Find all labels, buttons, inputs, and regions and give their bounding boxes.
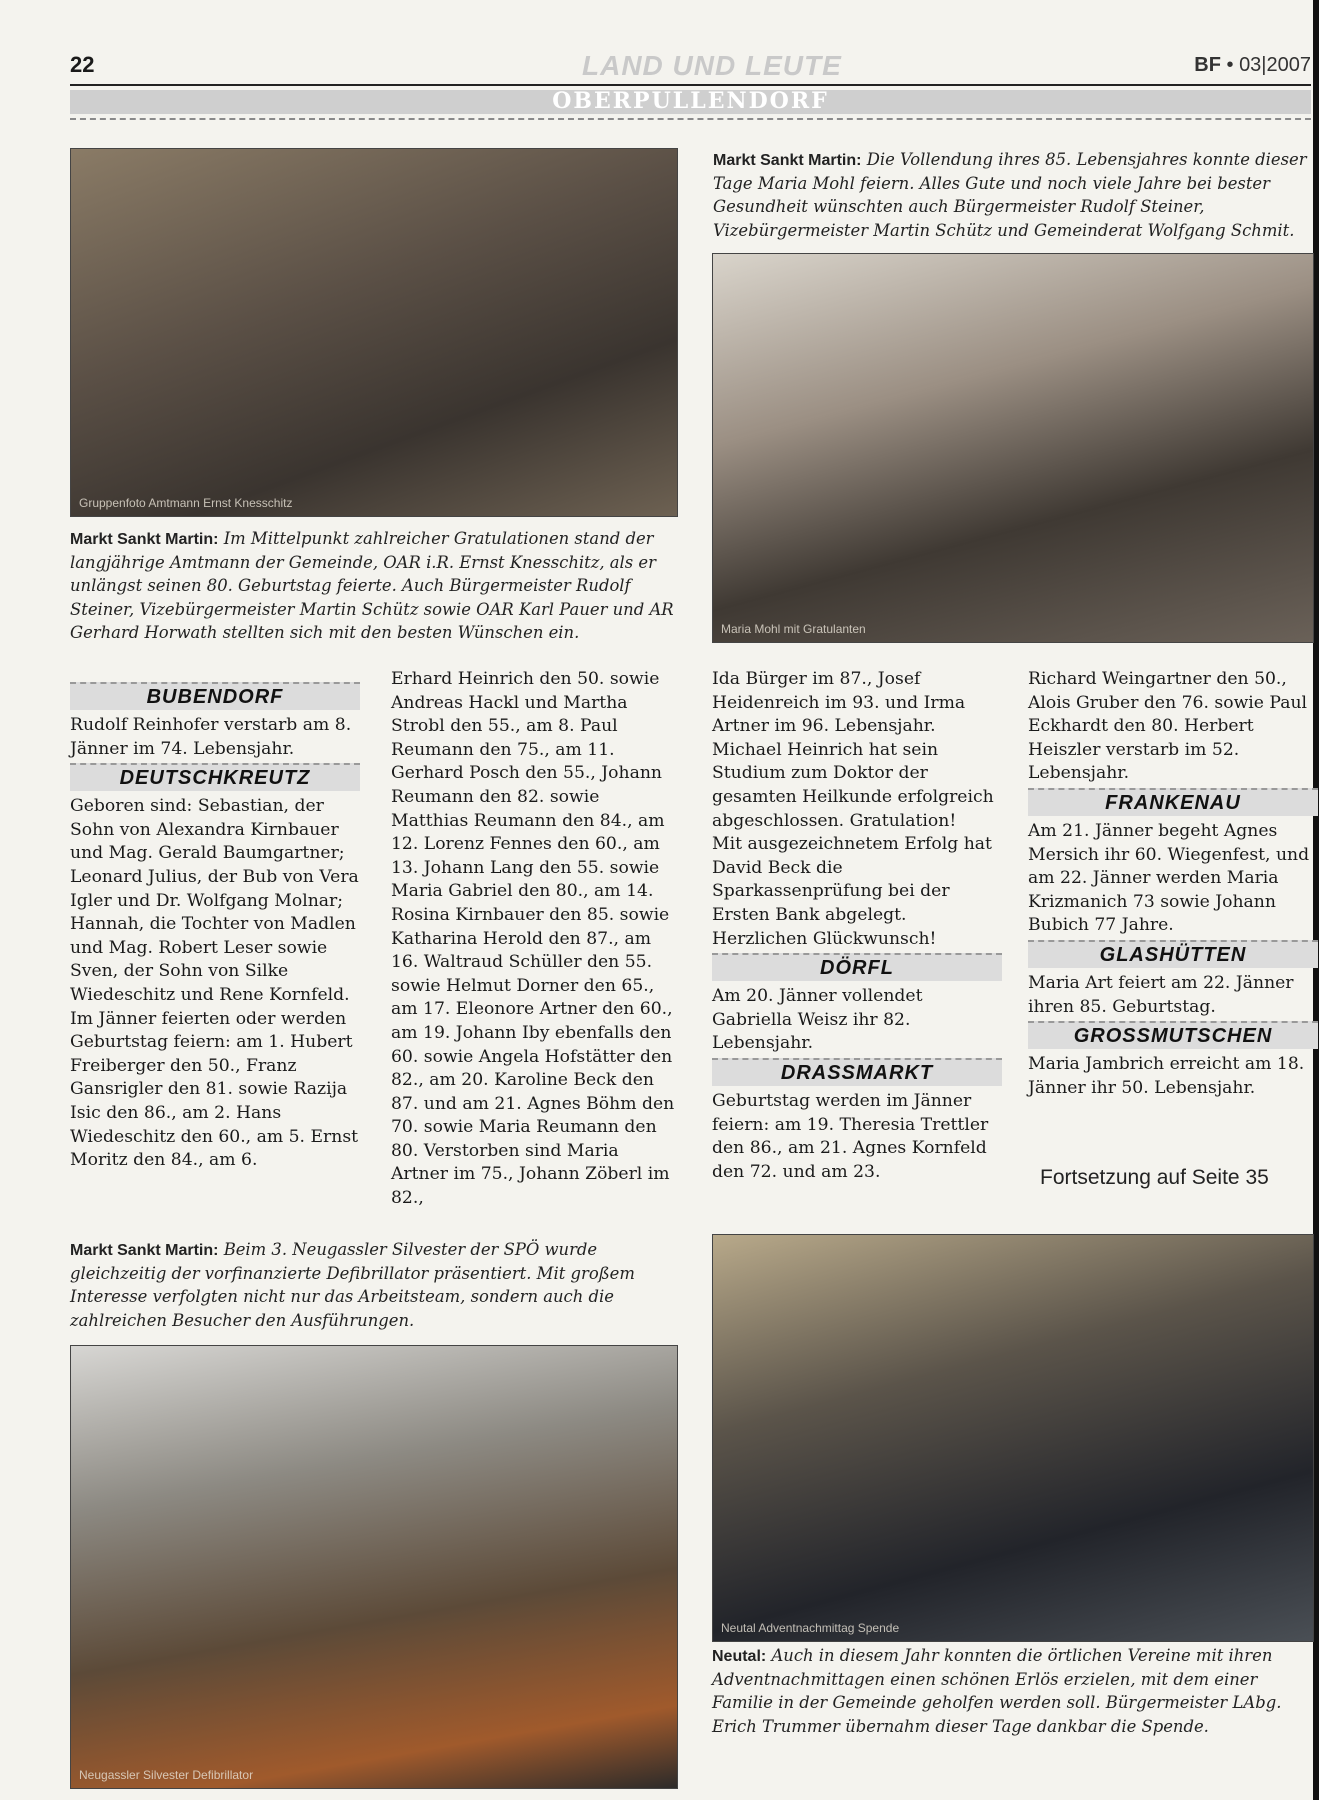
- photo-neugassler-silvester: Neugassler Silvester Defibrillator: [70, 1345, 678, 1789]
- column-3: [712, 668, 1002, 1184]
- caption-silvester: Markt Sankt Martin: Beim 3. Neugassler Silvester der SPÖ wurde gleichzeitig der vorfinanzierte Defibrillator präsentiert. Mit großem Interesse verfolgten nicht nur das Arbeitsteam, sondern auch die zahlreichen Besucher den Ausführungen.: [70, 1240, 635, 1330]
- text-drassmarkt: Geburtstag werden im Jänner feiern: am 19. Theresia Trettler den 86., am 21. Agnes Kornfeld den 72. und am 23.: [712, 1090, 989, 1182]
- page-number: 22: [70, 52, 95, 77]
- text-col3-sparkasse: Mit ausgezeichnetem Erfolg hat David Beck die Sparkassenprüfung bei der Ersten Bank abgelegt. Herzlichen Glückwunsch!: [712, 834, 992, 949]
- text-col3-deaths: Ida Bürger im 87., Josef Heidenreich im 93. und Irma Artner im 96. Lebensjahr.: [712, 669, 966, 737]
- text-frankenau: Am 21. Jänner begeht Agnes Mersich ihr 60. Wiegenfest, und am 22. Jänner werden Maria Krizmanich 73 sowie Johann Bubich 77 Jahre.: [1028, 820, 1310, 936]
- brand: BF: [1194, 54, 1221, 76]
- photo-neutal-spende: Neutal Adventnachmittag Spende: [712, 1234, 1314, 1642]
- heading-glashuetten: GLASHÜTTEN: [1028, 940, 1318, 968]
- continuation-note: Fortsetzung auf Seite 35: [1040, 1166, 1269, 1189]
- text-deutschkreutz-birthdays: Im Jänner feierten oder werden Geburtstag feiern: am 1. Hubert Freiberger den 50., Franz Gansrigler den 81. sowie Razija Isic den 86., am 2. Hans Wiedeschitz den 60., am 5. Ernst Moritz den 84., am 6.: [70, 1008, 359, 1171]
- text-bubendorf: Rudolf Reinhofer verstarb am 8. Jänner im 74. Lebensjahr.: [70, 715, 352, 759]
- header-rule: [70, 84, 1311, 86]
- column-4: [1028, 668, 1318, 1100]
- text-column-2: Erhard Heinrich den 50. sowie Andreas Hackl und Martha Strobl den 55., am 8. Paul Reumann den 75., am 11. Gerhard Posch den 55., Johann Reumann den 82. sowie Matthias Reumann den 84., am 12. Lorenz Fennes den 60., am 13. Johann Lang den 55. sowie Maria Gabriel den 80., am 14. Rosina Kirnbauer den 85. sowie Katharina Herold den 87., am 16. Waltraud Schüller den 55. sowie Helmut Dorner den 65., am 17. Eleonore Artner den 60., am 19. Johann Iby ebenfalls den 60. sowie Angela Hofstätter den 82., am 20. Karoline Beck den 87. und am 21. Agnes Böhm den 70. sowie Maria Reumann den 80. Verstorben sind Maria Artner im 75., Johann Zöberl im 82.,: [391, 669, 675, 1209]
- photo-group-knesschitz: Gruppenfoto Amtmann Ernst Knesschitz: [70, 148, 678, 517]
- region-title: OBERPULLENDORF: [552, 88, 829, 114]
- heading-drassmarkt: DRASSMARKT: [712, 1058, 1002, 1086]
- heading-frankenau: FRANKENAU: [1028, 788, 1318, 816]
- region-band: [70, 90, 1311, 114]
- heading-bubendorf: BUBENDORF: [70, 682, 360, 710]
- heading-deutschkreutz: DEUTSCHKREUTZ: [70, 763, 360, 791]
- caption-neutal: Neutal: Auch in diesem Jahr konnten die örtlichen Vereine mit ihren Adventnachmittagen einen schönen Erlös erzielen, mit dem einer Familie in der Gemeinde geholfen werden soll. Bürgermeister LAbg. Erich Trummer übernahm dieser Tage dankbar die Spende.: [712, 1646, 1282, 1736]
- column-2: [391, 668, 681, 1211]
- section-title: LAND UND LEUTE: [582, 50, 842, 81]
- text-doerfl: Am 20. Jänner vollendet Gabriella Weisz ihr 82. Lebensjahr.: [712, 986, 923, 1054]
- column-1: [70, 680, 360, 1173]
- text-column-4: Richard Weingartner den 50., Alois Gruber den 76. sowie Paul Eckhardt den 80. Herbert Heiszler verstarb im 52. Lebensjahr.: [1028, 669, 1308, 784]
- photo-maria-mohl: Maria Mohl mit Gratulanten: [712, 253, 1314, 643]
- heading-doerfl: DÖRFL: [712, 953, 1002, 981]
- issue-label: BF • 03|2007: [1194, 54, 1311, 76]
- caption-knesschitz: Markt Sankt Martin: Im Mittelpunkt zahlreicher Gratulationen stand der langjährige Amtmann der Gemeinde, OAR i.R. Ernst Knesschitz, als er unlängst seinen 80. Geburtstag feierte. Auch Bürgermeister Rudolf Steiner, Vizebürgermeister Martin Schütz sowie OAR Karl Pauer und AR Gerhard Horwath stellten sich mit den besten Wünschen ein.: [70, 529, 674, 642]
- text-deutschkreutz-births: Geboren sind: Sebastian, der Sohn von Alexandra Kirnbauer und Mag. Gerald Baumgartner; Leonard Julius, der Bub von Vera Igler und Dr. Wolfgang Molnar; Hannah, die Tochter von Madlen und Mag. Robert Leser sowie Sven, der Sohn von Silke Wiedeschitz und Rene Kornfeld.: [70, 796, 359, 1005]
- text-grossmutschen: Maria Jambrich erreicht am 18. Jänner ihr 50. Lebensjahr.: [1028, 1054, 1305, 1098]
- caption-maria-mohl: Markt Sankt Martin: Die Vollendung ihres 85. Lebensjahres konnte dieser Tage Maria Mohl feiern. Alles Gute und noch viele Jahre bei bester Gesundheit wünschten auch Bürgermeister Rudolf Steiner, Vizebürgermeister Martin Schütz und Gemeinderat Wolfgang Schmit.: [713, 150, 1307, 240]
- dashed-divider: [70, 118, 1311, 120]
- text-col3-studium: Michael Heinrich hat sein Studium zum Doktor der gesamten Heilkunde erfolgreich abgeschlossen. Gratulation!: [712, 739, 994, 831]
- text-glashuetten: Maria Art feiert am 22. Jänner ihren 85. Geburtstag.: [1028, 972, 1294, 1017]
- issue-number: 03|2007: [1239, 54, 1311, 76]
- heading-grossmutschen: GROSSMUTSCHEN: [1028, 1021, 1318, 1049]
